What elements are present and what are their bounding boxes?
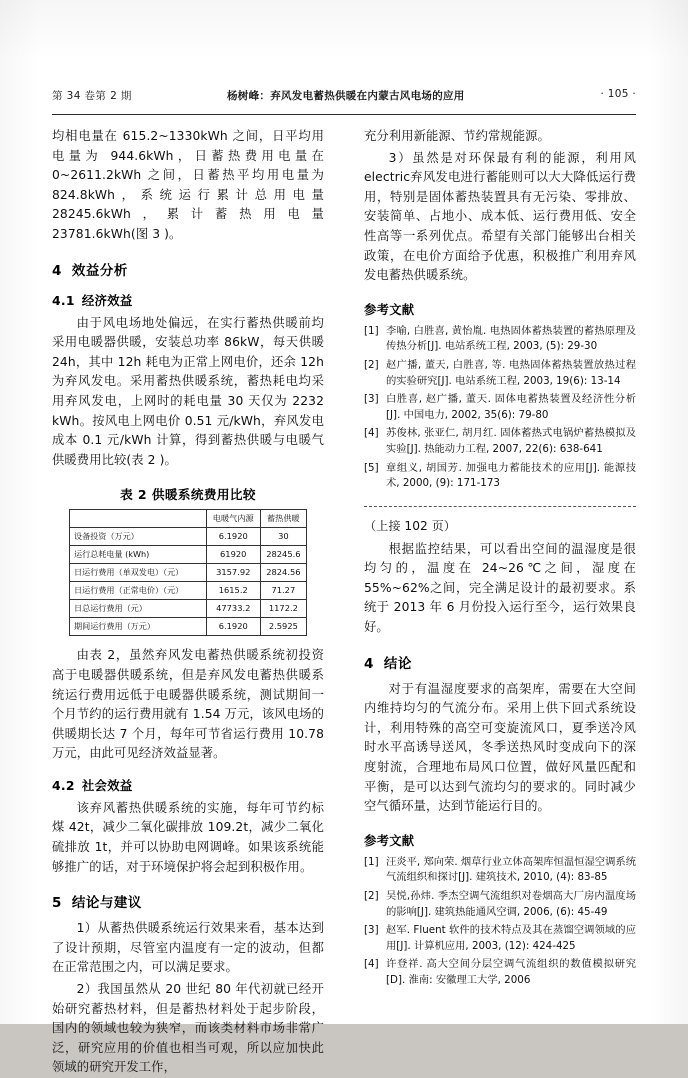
table-row xyxy=(70,564,307,582)
section-title: 效益分析 xyxy=(71,262,128,279)
running-head xyxy=(52,88,636,112)
reference-item xyxy=(364,461,636,492)
table-cell-value: 2824.56 xyxy=(260,564,306,582)
table-cell-value: 1615.2 xyxy=(206,582,260,600)
subsection-title: 经济效益 xyxy=(81,292,133,308)
paragraph: 2）我国虽然从 20 世纪 80 年代初就已经开始研究蓄热材料，但是蓄热材料处于起步阶段，国内的领域也较为狭窄，而该类材料市场非常广泛，研究应用的价值也相当可观，所以应加快此领域的研究开发工作， xyxy=(52,982,324,1075)
reference-text: 白胜喜, 赵广播, 董天. 固体电蓄热装置及经济性分析[J]. 中国电力, 2002, 35(6): 79-80 xyxy=(386,393,636,421)
table-cell-value: 30 xyxy=(260,528,306,546)
reference-number: [3] xyxy=(364,924,379,937)
reference-text: 赵广播, 董天, 白胜喜, 等. 电热固体蓄热装置放热过程的实验研究[J]. 电站系统工程, 2003, 19(6): 13-14 xyxy=(386,358,636,387)
references-heading: 参考文献 xyxy=(364,833,415,848)
reference-text: 汪炎平, 郑向荣. 烟草行业立体高架库恒温恒湿空调系统气流组织和探讨[J]. 建筑技术, 2010, (4): 83-85 xyxy=(386,855,636,884)
reference-item xyxy=(364,889,636,920)
reference-item xyxy=(364,324,636,355)
section-title: 结论 xyxy=(383,655,412,672)
paragraph: 由表 2，虽然弃风发电蓄热供暖系统初投资高于电暖器供暖系统，但是弃风发电蓄热供暖系统运行费用远低于电暖器供暖系统，测试期间一个月节约的运行费用就有 1.54 万元，该风电场的供暖期长达 7 个月，每年可节省运行费用 10.78 万元，由此可见经济效益显著。 xyxy=(52,648,324,761)
paragraph: 该弃风蓄热供暖系统的实施，每年可节约标煤 42t，减少二氧化碳排放 109.2t，减少二氧化硫排放 1t，并可以协助电网调峰。如果该系统能够推广的话，对于环境保护将会起到积极作用。 xyxy=(52,800,324,874)
subsection-title: 社会效益 xyxy=(81,777,133,793)
table-cell-value: 71.27 xyxy=(260,582,306,600)
two-column-body xyxy=(52,127,636,1075)
paragraph: 均相电量在 615.2~1330kWh 之间，日平均用电量为 944.6kWh，日蓄热费用电量在 0~2611.2kWh 之间，日蓄热平均用电量为 824.8kWh，系统运行累计总用电量 28245.6kWh，累计蓄热用电量 23781.6kWh(图 3 )。 xyxy=(52,129,324,241)
reference-number: [2] xyxy=(364,890,379,902)
section-heading-4 xyxy=(52,259,324,279)
running-head-title: 杨树峰：弃风发电蓄热供暖在内蒙古风电场的应用 xyxy=(227,90,465,102)
table-cell-label: 运行总耗电量 (kWh) xyxy=(70,546,207,564)
reference-text: 赵军. Fluent 软件的技术特点及其在蒸馏空调领域的应用[J]. 计算机应用, 2003, (12): 424-425 xyxy=(386,924,636,952)
reference-number: [4] xyxy=(364,958,379,971)
table-cell-value: 6.1920 xyxy=(206,528,260,546)
reference-item xyxy=(364,855,636,886)
reference-number: [5] xyxy=(364,461,379,474)
subsection-heading-42 xyxy=(52,776,324,794)
reference-number: [2] xyxy=(364,358,379,371)
table-cell-label: 日总运行费用（元） xyxy=(70,600,207,618)
header-rule xyxy=(52,114,636,115)
table-row xyxy=(70,582,307,600)
section-heading-4-right xyxy=(364,652,636,672)
left-column xyxy=(52,127,324,1075)
running-head-volume: 第 34 卷第 2 期 xyxy=(52,90,132,102)
paragraph: 由于风电场地处偏远，在实行蓄热供暖前均采用电暖器供暖，安装总功率 86kW，每天供暖 24h，其中 12h 耗电为正常上网电价，还余 12h 为弃风发电。采用蓄热供暖系统，蓄热耗电均采用弃风发电，上网时的耗电量 30 天仅为 2232 kWh。按风电上网电价 0.51 元/kWh，弃风发电成本 0.1 元/kWh 计算，得到蓄热供暖与电暖气供暖费用比较(表 2 )。 xyxy=(52,315,324,467)
reference-text: 吴悦,孙炜. 季杰空调气流组织对卷烟高大厂房内温度场的影响[J]. 建筑热能通风空调, 2006, (6): 45-49 xyxy=(386,890,636,918)
table-cell-value: 3157.92 xyxy=(206,564,260,582)
right-column xyxy=(364,127,636,986)
table-cell-label: 设备投资（万元） xyxy=(70,528,207,546)
reference-item xyxy=(364,392,636,423)
table-cell-value: 61920 xyxy=(206,546,260,564)
comparison-table xyxy=(69,509,307,636)
table-cell-value: 1172.2 xyxy=(260,600,306,618)
continuation-note: （上接 102 页） xyxy=(364,518,456,533)
page-number: · 105 · xyxy=(600,88,636,100)
reference-item xyxy=(364,358,636,389)
table-header-cell: 电暖气内源 xyxy=(206,510,260,528)
reference-item xyxy=(364,426,636,457)
table-cell-label: 日运行费用（正常电价）（元） xyxy=(70,582,207,600)
table-row xyxy=(70,600,307,618)
reference-number: [1] xyxy=(364,855,379,868)
paragraph: 对于有温湿度要求的高架库，需要在大空间内维持均匀的气流分布。采用上供下回式系统设计，利用特殊的高空可变旋流风口，夏季送冷风时水平高诱导送风，冬季送热风时变成向下的深度射流，合理地布局风口位置，做好风量匹配和平衡，是可以达到气流均匀的要求的。同时减少空气循环量，达到节能运行目的。 xyxy=(364,681,636,814)
reference-number: [3] xyxy=(364,393,379,406)
table-header-cell: 蓄热供暖 xyxy=(260,510,306,528)
paragraph: 1）从蓄热供暖系统运行效果来看，基本达到了设计预期，尽管室内温度有一定的波动，但都在正常范围之内，可以满足要求。 xyxy=(52,921,324,975)
table-cell-label: 期间运行费用（万元） xyxy=(70,618,207,636)
section-number: 4 xyxy=(52,262,62,279)
section-heading-5 xyxy=(52,891,324,911)
table-row xyxy=(70,618,307,636)
subsection-number: 4.2 xyxy=(52,777,75,793)
table-cell-value: 47733.2 xyxy=(206,600,260,618)
section-number: 4 xyxy=(364,655,374,672)
table-header-row xyxy=(70,510,307,528)
table-header-cell xyxy=(70,510,207,528)
reference-text: 苏俊林, 张亚仁, 胡月红. 固体蓄热式电锅炉蓄热模拟及实验[J]. 热能动力工程, 2007, 22(6): 638-641 xyxy=(386,427,636,455)
paragraph: 3）虽然是对环保最有利的能源，利用风electric弃风发电进行蓄能则可以大大降低运行费用，特别是固体蓄热装置具有无污染、零排放、安装简单、占地小、成本低、运行费用低、安全性高等一系列优点。希望有关部门能够出台相关政策，在电价方面给予优惠，积极推广利用弃风发电蓄热供暖系统。 xyxy=(364,150,636,283)
reference-item xyxy=(364,957,636,988)
references-heading: 参考文献 xyxy=(364,302,415,317)
section-number: 5 xyxy=(52,895,62,912)
subsection-heading-41 xyxy=(52,291,324,309)
table-cell-value: 6.1920 xyxy=(206,618,260,636)
reference-text: 许登祥. 高大空间分层空调气流组织的数值模拟研究[D]. 淮南: 安徽理工大学, 2006 xyxy=(386,958,636,986)
reference-item xyxy=(364,923,636,954)
reference-text: 李喻, 白胜喜, 黄怡胤. 电热固体蓄热装置的蓄热原理及传热分析[J]. 电站系统工程, 2003, (5): 29-30 xyxy=(386,324,636,353)
table-row xyxy=(70,528,307,546)
paragraph: 充分利用新能源、节约常规能源。 xyxy=(364,129,550,143)
paragraph: 根据监控结果，可以看出空间的温湿度是很均匀的，温度在 24~26℃之间，湿度在 55%~62%之间，完全满足设计的最初要求。系统于 2013 年 6 月份投入运行至今，运行效果良好。 xyxy=(364,541,636,635)
reference-number: [1] xyxy=(364,324,379,337)
table-cell-value: 2.5925 xyxy=(260,618,306,636)
table-row xyxy=(70,546,307,564)
reference-text: 章组义, 胡国芳. 加强电力蓄能技术的应用[J]. 能源技术, 2000, (9): 171-173 xyxy=(386,461,636,490)
subsection-number: 4.1 xyxy=(52,292,75,308)
section-divider xyxy=(364,506,636,507)
reference-number: [4] xyxy=(364,427,379,440)
section-title: 结论与建议 xyxy=(71,895,142,912)
table-caption: 表 2 供暖系统费用比较 xyxy=(120,487,256,503)
table-cell-label: 日运行费用（单双发电）（元） xyxy=(70,564,207,582)
paper-content xyxy=(52,88,636,1075)
table-cell-value: 28245.6 xyxy=(260,546,306,564)
